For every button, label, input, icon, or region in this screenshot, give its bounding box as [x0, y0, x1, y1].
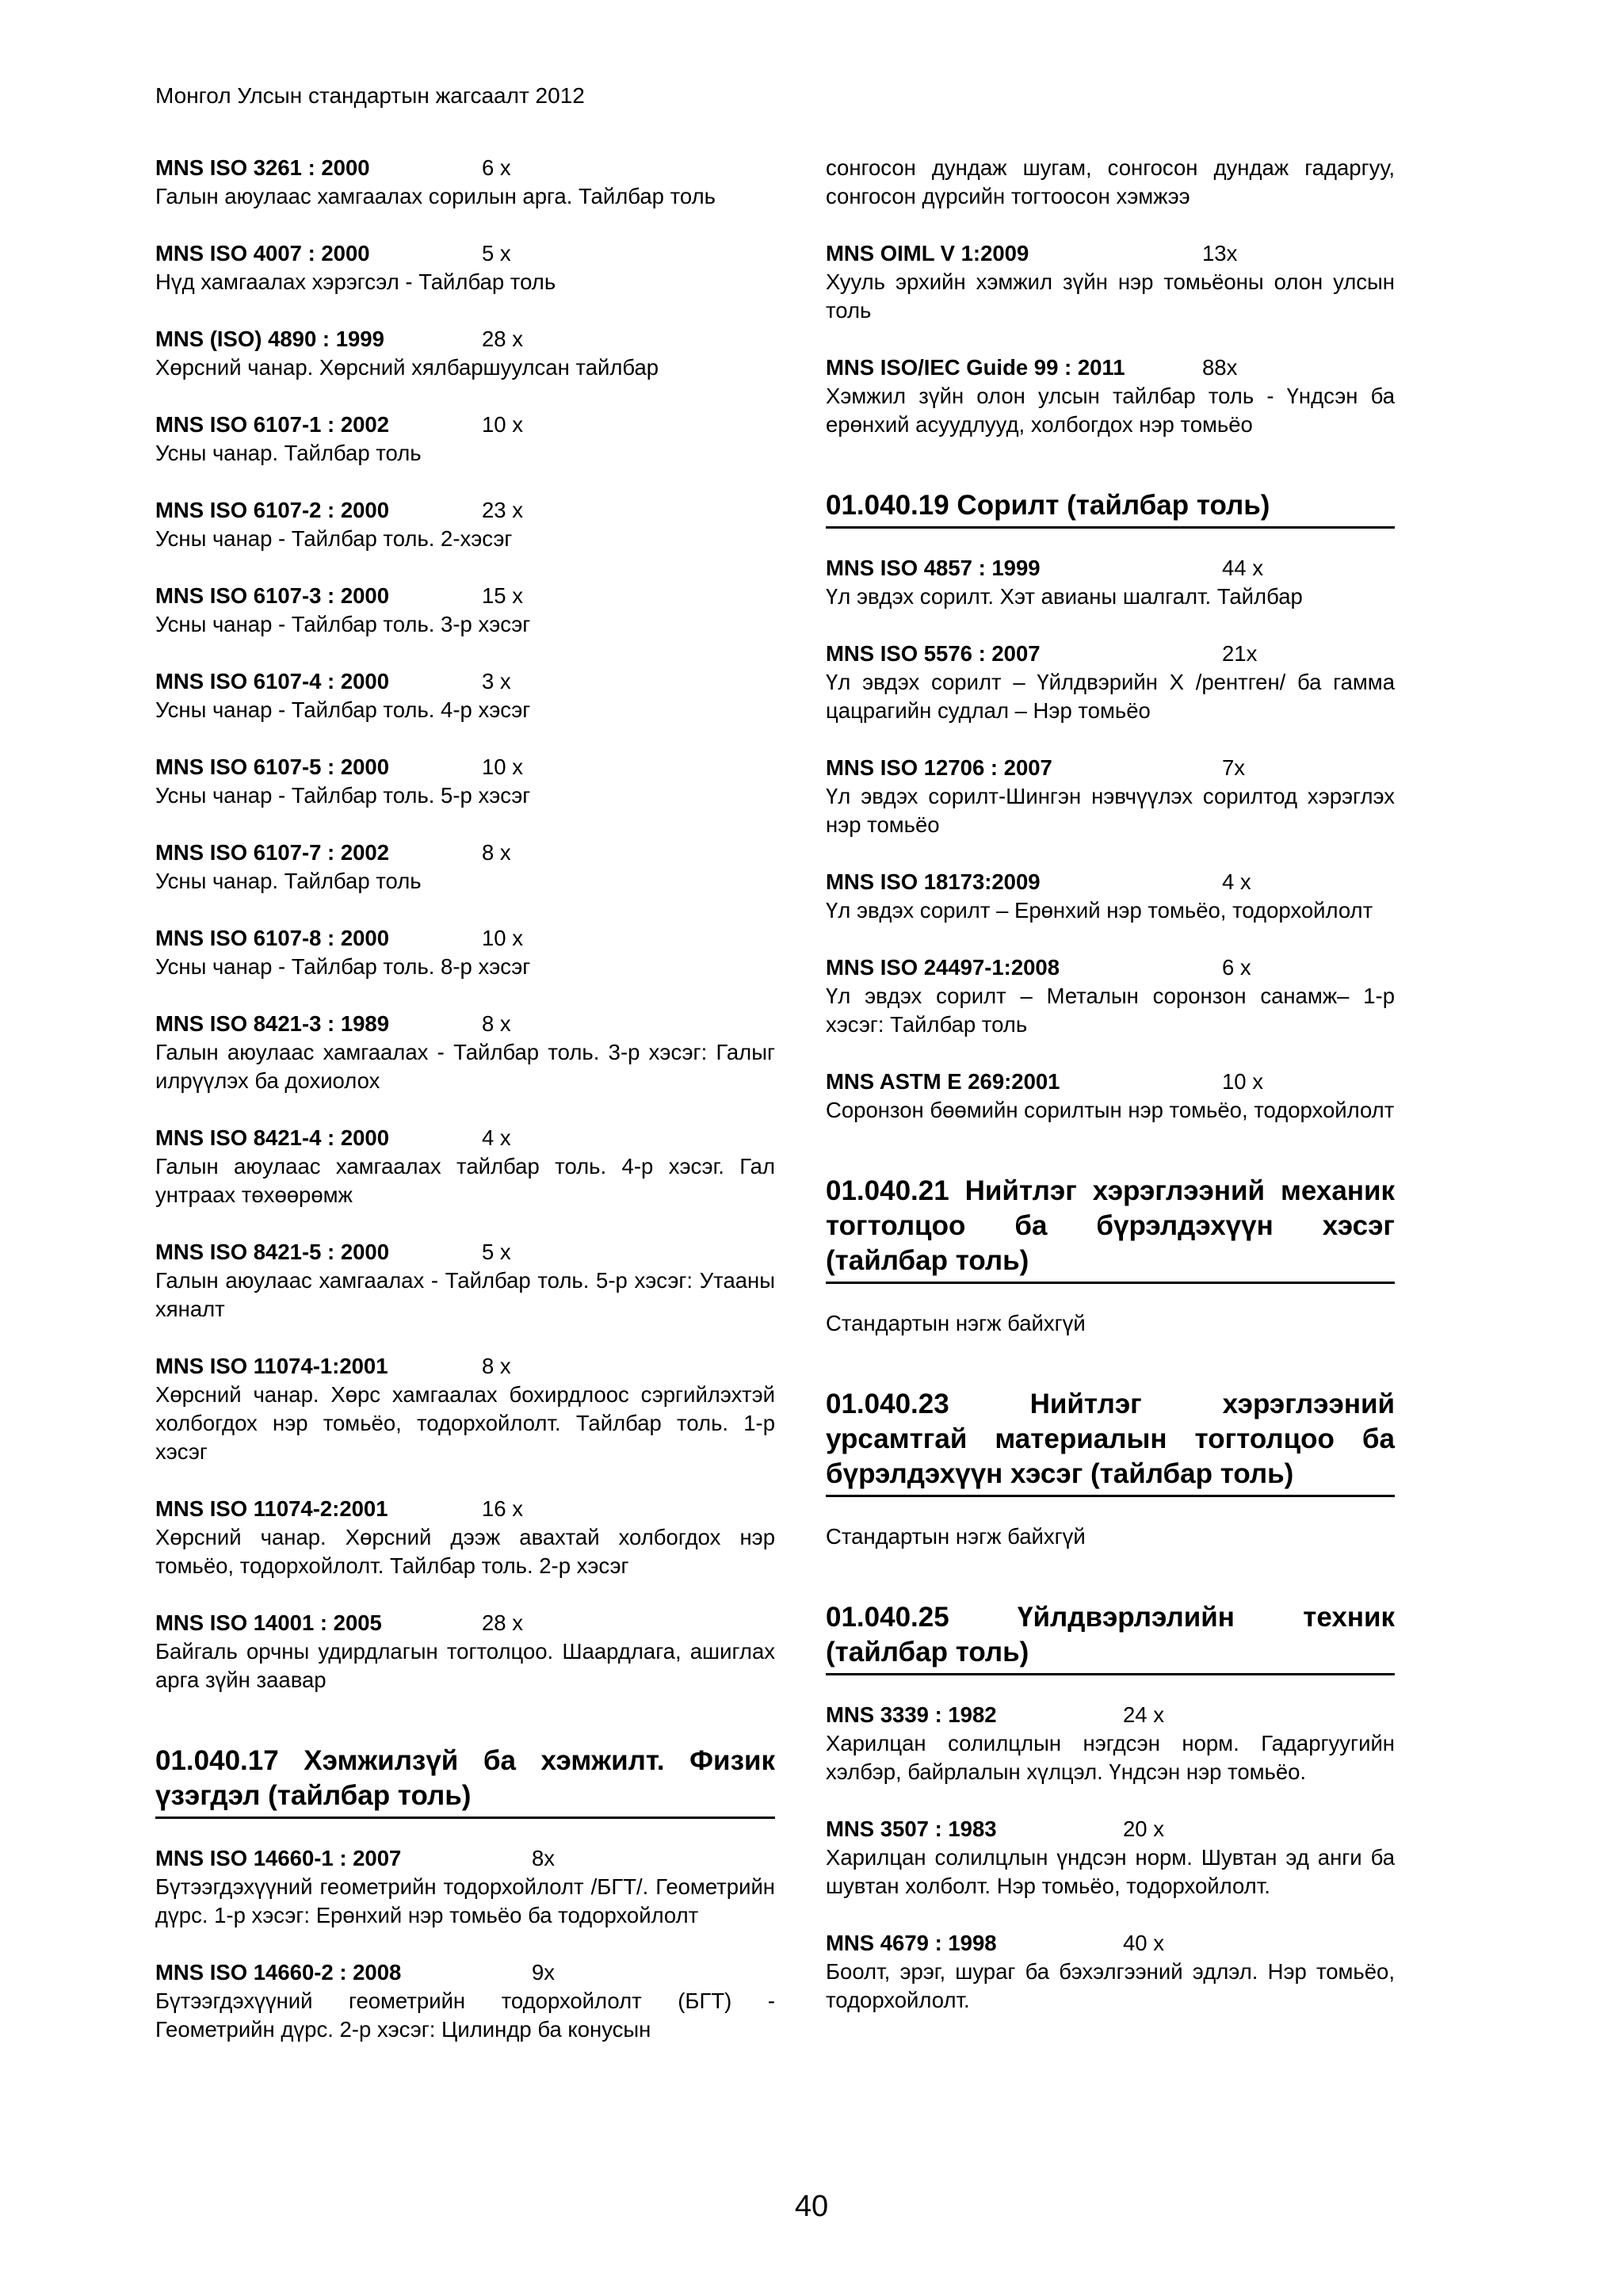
standard-entry	[155, 1495, 775, 1580]
standard-code: MNS ISO 6107-8 : 2000	[155, 926, 390, 950]
standard-code: MNS ISO 11074-2:2001	[155, 1496, 388, 1521]
standard-entry	[155, 753, 775, 810]
standard-entry	[155, 1609, 775, 1694]
standard-entry	[826, 554, 1395, 611]
entry-heading	[826, 754, 1395, 782]
copy-count: 44 x	[1222, 556, 1263, 580]
standard-code: MNS ASTM E 269:2001	[826, 1069, 1060, 1094]
copy-count: 8x	[532, 1846, 556, 1870]
copy-count: 15 x	[482, 583, 523, 608]
copy-count: 21x	[1222, 641, 1258, 666]
entry-description: Үл эвдэх сорилт. Хэт авианы шалгалт. Тайлбар	[826, 584, 1303, 609]
section-01-040-21	[826, 1174, 1395, 1284]
copy-count: 20 x	[1123, 1817, 1164, 1841]
standard-code: MNS ISO 14660-2 : 2008	[155, 1960, 402, 1985]
section-01-040-17	[155, 1744, 775, 1819]
copy-count: 4 x	[1222, 869, 1251, 894]
standard-code: MNS ISO 3261 : 2000	[155, 155, 370, 180]
standard-code: MNS 3339 : 1982	[826, 1702, 997, 1727]
left-column	[155, 154, 775, 2073]
entry-heading	[155, 582, 775, 610]
standard-entry	[826, 754, 1395, 839]
standard-code: MNS ISO 6107-2 : 2000	[155, 498, 390, 522]
entry-list	[155, 1844, 775, 2044]
entry-description: Үл эвдэх сорилт – Ерөнхий нэр томьёо, тодорхойлолт	[826, 898, 1373, 923]
standard-code: MNS ISO 6107-4 : 2000	[155, 669, 390, 693]
section-heading: 01.040.23 Нийтлэг хэрэглээний урсамтгай материалын тогтолцоо ба бүрэлдэхүүн хэсэг (тайлбар толь)	[826, 1389, 1395, 1489]
standard-entry	[826, 1815, 1395, 1901]
entry-description: Харилцан солилцлын нэгдсэн норм. Гадаргуугийн хэлбэр, байрлалын хүлцэл. Үндсэн нэр томьёо.	[826, 1731, 1395, 1784]
standard-entry	[826, 868, 1395, 925]
standard-code: MNS ISO 11074-1:2001	[155, 1354, 388, 1378]
continued-description	[826, 154, 1395, 211]
entry-description: Бүтээгдэхүүний геометрийн тодорхойлолт /БГТ/. Геометрийн дүрс. 1-р хэсэг: Ерөнхий нэр томьёо ба тодорхойлолт	[155, 1874, 775, 1927]
standard-entry	[155, 667, 775, 724]
entry-description: Үл эвдэх сорилт – Үйлдвэрийн X /рентген/ ба гамма цацрагийн судлал – Нэр томьёо	[826, 670, 1395, 723]
copy-count: 88x	[1202, 355, 1238, 380]
section-01-040-23	[826, 1387, 1395, 1497]
copy-count: 28 x	[482, 327, 523, 351]
standard-code: MNS ISO 4007 : 2000	[155, 241, 370, 266]
running-header: Монгол Улсын стандартын жагсаалт 2012	[155, 83, 585, 108]
copy-count: 13x	[1202, 241, 1238, 266]
entry-heading	[155, 325, 775, 353]
entry-description: Галын аюулаас хамгаалах тайлбар толь. 4-р хэсэг. Гал унтраах төхөөрөмж	[155, 1154, 775, 1207]
entry-heading	[826, 1815, 1395, 1843]
copy-count: 16 x	[482, 1496, 523, 1521]
entry-list	[826, 239, 1395, 439]
standard-code: MNS ISO 6107-5 : 2000	[155, 755, 390, 779]
standard-entry	[155, 496, 775, 553]
entry-description: Усны чанар - Тайлбар толь. 3-р хэсэг	[155, 612, 531, 636]
entry-description: Хөрсний чанар. Хөрсний дээж авахтай холбогдох нэр томьёо, тодорхойлолт. Тайлбар толь. 2-р хэсэг	[155, 1525, 775, 1578]
standard-entry	[155, 924, 775, 981]
right-column	[826, 154, 1395, 2043]
standard-entry	[826, 640, 1395, 725]
section-heading: 01.040.17 Хэмжилзүй ба хэмжилт. Физик үзэгдэл (тайлбар толь)	[155, 1745, 775, 1811]
standard-entry	[826, 353, 1395, 439]
standard-entry	[826, 1701, 1395, 1786]
entry-heading	[155, 154, 775, 182]
copy-count: 8 x	[482, 1354, 511, 1378]
section-heading: 01.040.25 Үйлдвэрлэлийн техник (тайлбар толь)	[826, 1602, 1395, 1668]
standard-entry	[155, 1010, 775, 1095]
standard-code: MNS ISO 6107-7 : 2002	[155, 840, 390, 865]
standard-entry	[155, 239, 775, 296]
no-standards-note: Стандартын нэгж байхгүй	[826, 1311, 1086, 1335]
copy-count: 4 x	[482, 1125, 511, 1150]
entry-heading	[155, 1958, 775, 1987]
entry-heading	[155, 1352, 775, 1381]
standard-code: MNS ISO 4857 : 1999	[826, 556, 1041, 580]
entry-description: Усны чанар. Тайлбар толь	[155, 869, 422, 893]
section-01-040-19	[826, 488, 1395, 529]
entry-description: Галын аюулаас хамгаалах - Тайлбар толь. 5-р хэсэг: Утааны хяналт	[155, 1268, 775, 1321]
copy-count: 10 x	[482, 755, 523, 779]
entry-description: Хөрсний чанар. Хөрс хамгаалах бохирдлоос сэргийлэхтэй холбогдох нэр томьёо, тодорхойлолт. Тайлбар толь. 1-р хэсэг	[155, 1382, 775, 1464]
copy-count: 6 x	[482, 155, 511, 180]
standard-code: MNS ISO 8421-4 : 2000	[155, 1125, 390, 1150]
entry-heading	[155, 1844, 775, 1873]
standard-entry	[155, 1238, 775, 1324]
standard-entry	[155, 325, 775, 382]
entry-description: Хөрсний чанар. Хөрсний хялбаршуулсан тайлбар	[155, 355, 659, 380]
entry-description: сонгосон дундаж шугам, сонгосон дундаж гадаргуу, сонгосон дүрсийн тогтоосон хэмжээ	[826, 155, 1395, 208]
section-heading: 01.040.19 Сорилт (тайлбар толь)	[826, 490, 1270, 521]
section-01-040-25	[826, 1600, 1395, 1675]
standard-entry	[826, 953, 1395, 1039]
entry-heading	[826, 1068, 1395, 1096]
entry-description: Хэмжил зүйн олон улсын тайлбар толь - Үндсэн ба ерөнхий асуудлууд, холбогдох нэр томьёо	[826, 384, 1395, 437]
entry-heading	[155, 496, 775, 525]
standard-code: MNS ISO 8421-3 : 1989	[155, 1011, 390, 1036]
entry-description: Галын аюулаас хамгаалах - Тайлбар толь. 3-р хэсэг: Галыг илрүүлэх ба дохиолох	[155, 1040, 775, 1093]
entry-description: Усны чанар - Тайлбар толь. 8-р хэсэг	[155, 954, 531, 979]
entry-description: Бүтээгдэхүүний геометрийн тодорхойлолт (БГТ) - Геометрийн дүрс. 2-р хэсэг: Цилиндр ба конусын	[155, 1988, 775, 2042]
entry-description: Соронзон бөөмийн сорилтын нэр томьёо, тодорхойлолт	[826, 1098, 1395, 1122]
standard-entry	[826, 1068, 1395, 1125]
entry-heading	[826, 353, 1395, 382]
entry-heading	[155, 1495, 775, 1523]
standard-entry	[155, 582, 775, 639]
standard-code: MNS ISO 8421-5 : 2000	[155, 1240, 390, 1264]
copy-count: 6 x	[1222, 955, 1251, 980]
copy-count: 3 x	[482, 669, 511, 693]
entry-heading	[155, 1238, 775, 1266]
entry-heading	[155, 411, 775, 439]
entry-description: Галын аюулаас хамгаалах сорилын арга. Тайлбар толь	[155, 184, 716, 208]
entry-heading	[155, 1010, 775, 1038]
standard-code: MNS ISO/IEC Guide 99 : 2011	[826, 355, 1125, 380]
entry-description: Усны чанар. Тайлбар толь	[155, 441, 422, 465]
standard-entry	[155, 411, 775, 468]
standard-code: MNS ISO 14660-1 : 2007	[155, 1846, 402, 1870]
entry-heading	[826, 868, 1395, 896]
copy-count: 9x	[532, 1960, 556, 1985]
copy-count: 24 x	[1123, 1702, 1164, 1727]
standard-entry	[155, 1124, 775, 1209]
entry-heading	[155, 1124, 775, 1152]
standard-code: MNS 4679 : 1998	[826, 1931, 997, 1955]
copy-count: 10 x	[1222, 1069, 1263, 1094]
entry-description: Үл эвдэх сорилт – Металын соронзон санамж– 1-р хэсэг: Тайлбар толь	[826, 984, 1395, 1037]
standard-entry	[826, 239, 1395, 325]
entry-heading	[826, 1929, 1395, 1958]
entry-description: Хууль эрхийн хэмжил зүйн нэр томьёоны олон улсын толь	[826, 269, 1395, 323]
entry-heading	[826, 554, 1395, 583]
copy-count: 7x	[1222, 755, 1246, 780]
copy-count: 28 x	[482, 1610, 523, 1635]
entry-list	[826, 1701, 1395, 2015]
entry-heading	[155, 753, 775, 781]
standard-code: MNS ISO 12706 : 2007	[826, 755, 1052, 780]
copy-count: 23 x	[482, 498, 523, 522]
no-standards-note: Стандартын нэгж байхгүй	[826, 1524, 1086, 1549]
standard-entry	[155, 154, 775, 211]
entry-description: Усны чанар - Тайлбар толь. 2-хэсэг	[155, 526, 513, 551]
entry-list	[826, 554, 1395, 1125]
section-heading: 01.040.21 Нийтлэг хэрэглээний механик тогтолцоо ба бүрэлдэхүүн хэсэг (тайлбар толь)	[826, 1175, 1395, 1276]
standard-entry	[826, 1929, 1395, 2015]
standard-code: MNS ISO 5576 : 2007	[826, 641, 1041, 666]
copy-count: 40 x	[1123, 1931, 1164, 1955]
entry-description: Усны чанар - Тайлбар толь. 5-р хэсэг	[155, 783, 531, 808]
standard-code: MNS ISO 18173:2009	[826, 869, 1041, 894]
copy-count: 8 x	[482, 840, 511, 865]
standard-code: MNS OIML V 1:2009	[826, 241, 1029, 266]
entry-heading	[155, 924, 775, 953]
entry-heading	[155, 667, 775, 696]
entry-description: Үл эвдэх сорилт-Шингэн нэвчүүлэх сорилтод хэрэглэх нэр томьёо	[826, 784, 1395, 837]
entry-description: Боолт, эрэг, шураг ба бэхэлгээний эдлэл. Нэр томьёо, тодорхойлолт.	[826, 1959, 1395, 2012]
copy-count: 10 x	[482, 412, 523, 437]
standard-code: MNS ISO 6107-3 : 2000	[155, 583, 390, 608]
entry-heading	[155, 1609, 775, 1637]
copy-count: 5 x	[482, 1240, 511, 1264]
entry-heading	[826, 640, 1395, 668]
copy-count: 8 x	[482, 1011, 511, 1036]
page-number: 40	[794, 2190, 829, 2223]
standard-code: MNS ISO 6107-1 : 2002	[155, 412, 390, 437]
entry-description: Нүд хамгаалах хэрэгсэл - Тайлбар толь	[155, 269, 556, 294]
copy-count: 5 x	[482, 241, 511, 266]
entry-heading	[155, 239, 775, 268]
entry-heading	[826, 1701, 1395, 1729]
entry-description: Усны чанар - Тайлбар толь. 4-р хэсэг	[155, 697, 531, 722]
standard-code: MNS ISO 24497-1:2008	[826, 955, 1060, 980]
standard-code: MNS 3507 : 1983	[826, 1817, 997, 1841]
entry-description: Харилцан солилцлын үндсэн норм. Шувтан эд анги ба шувтан холболт. Нэр томьёо, тодорхойлолт.	[826, 1845, 1395, 1898]
entry-heading	[155, 839, 775, 867]
standard-entry	[155, 1958, 775, 2044]
entry-description: Байгаль орчны удирдлагын тогтолцоо. Шаардлага, ашиглах арга зүйн заавар	[155, 1639, 775, 1692]
entry-heading	[826, 953, 1395, 982]
standard-entry	[155, 1352, 775, 1466]
copy-count: 10 x	[482, 926, 523, 950]
standard-entry	[155, 839, 775, 896]
standard-code: MNS ISO 14001 : 2005	[155, 1610, 382, 1635]
entry-list	[155, 154, 775, 1694]
standard-entry	[155, 1844, 775, 1930]
standard-code: MNS (ISO) 4890 : 1999	[155, 327, 384, 351]
entry-heading	[826, 239, 1395, 268]
